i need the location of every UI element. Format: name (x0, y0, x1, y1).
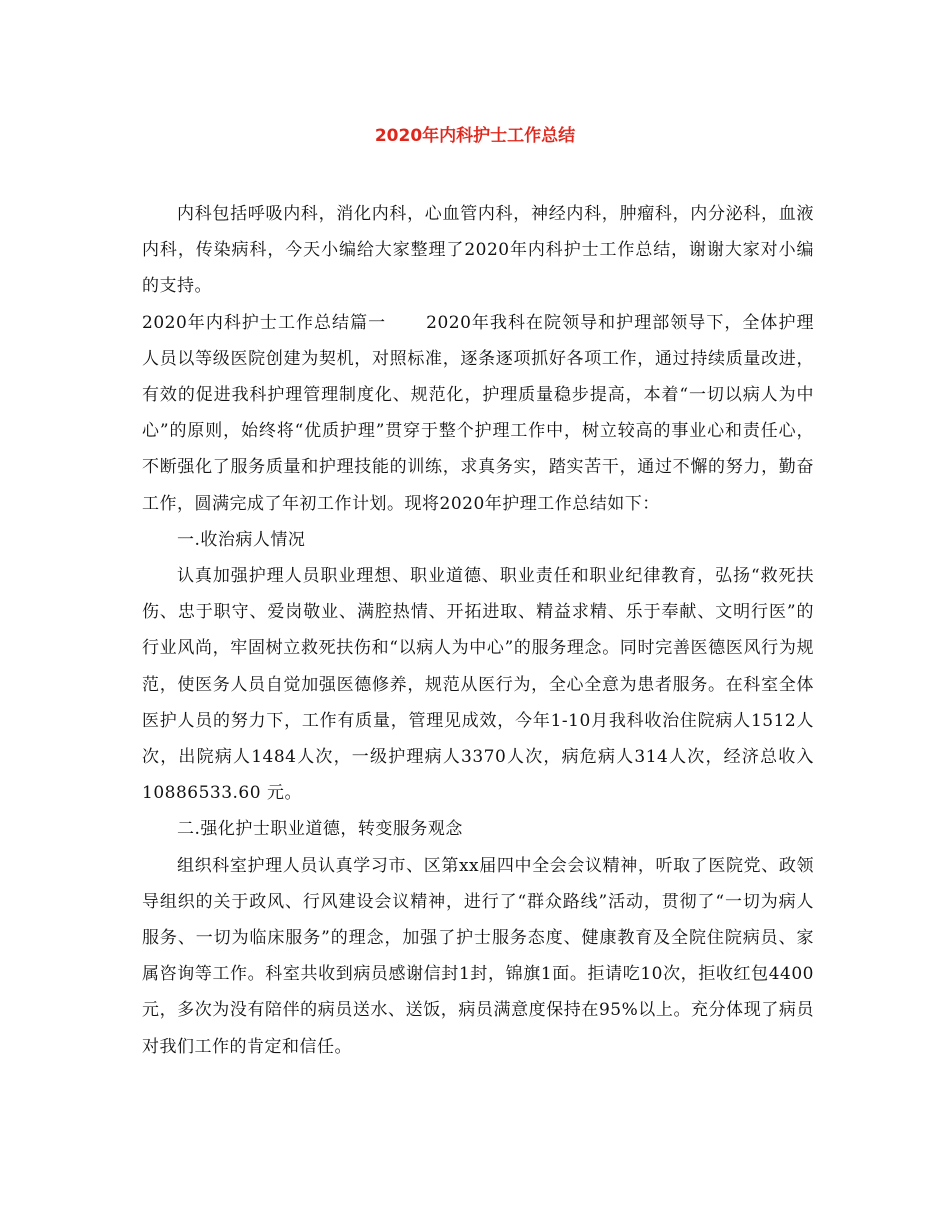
document-title: 2020年内科护士工作总结 (374, 126, 576, 146)
part-one-paragraph (142, 305, 814, 522)
section1-paragraph: 认真加强护理人员职业理想、职业道德、职业责任和职业纪律教育，弘扬“救死扶伤、忠于职守、爱岗敬业、满腔热情、开拓进取、精益求精、乐于奉献、文明行医”的行业风尚，牢固树立救死扶伤和“以病人为中心”的服务理念。同时完善医德医风行为规范，使医务人员自觉加强医德修养，规范从医行为，全心全意为患者服务。在科室全体医护人员的努力下，工作有质量，管理见成效，今年1-10月我科收治住院病人1512人次，出院病人1484人次，一级护理病人3370人次，病危病人314人次，经济总收入10886533.60 元。 (142, 566, 814, 804)
part-one-body: 2020年我科在院领导和护理部领导下，全体护理人员以等级医院创建为契机，对照标准，逐条逐项抓好各项工作，通过持续质量改进，有效的促进我科护理管理制度化、规范化，护理质量稳步提高，本着“一切以病人为中心”的原则，始终将“优质护理”贯穿于整个护理工作中，树立较高的事业心和责任心，不断强化了服务质量和护理技能的训练，求真务实，踏实苦干，通过不懈的努力，勤奋工作，圆满完成了年初工作计划。现将2020年护理工作总结如下： (142, 312, 814, 514)
document-body (142, 196, 814, 1065)
section2-paragraph: 组织科室护理人员认真学习市、区第xx届四中全会会议精神，听取了医院党、政领导组织的关于政风、行风建设会议精神，进行了“群众路线”活动，贯彻了“一切为病人服务、一切为临床服务”的理念，加强了护士服务态度、健康教育及全院住院病员、家属咨询等工作。科室共收到病员感谢信封1封，锦旗1面。拒请吃10次，拒收红包4400元，多次为没有陪伴的病员送水、送饭，病员满意度保持在95%以上。充分体现了病员对我们工作的肯定和信任。 (142, 855, 814, 1057)
section2-heading: 二.强化护士职业道德，转变服务观念 (177, 819, 463, 840)
intro-paragraph: 内科包括呼吸内科，消化内科，心血管内科，神经内科，肿瘤科，内分泌科，血液内科，传染病科，今天小编给大家整理了2020年内科护士工作总结，谢谢大家对小编的支持。 (142, 204, 814, 297)
section1-heading: 一.收治病人情况 (177, 529, 306, 550)
part-one-heading: 2020年内科护士工作总结篇一 (142, 312, 387, 333)
